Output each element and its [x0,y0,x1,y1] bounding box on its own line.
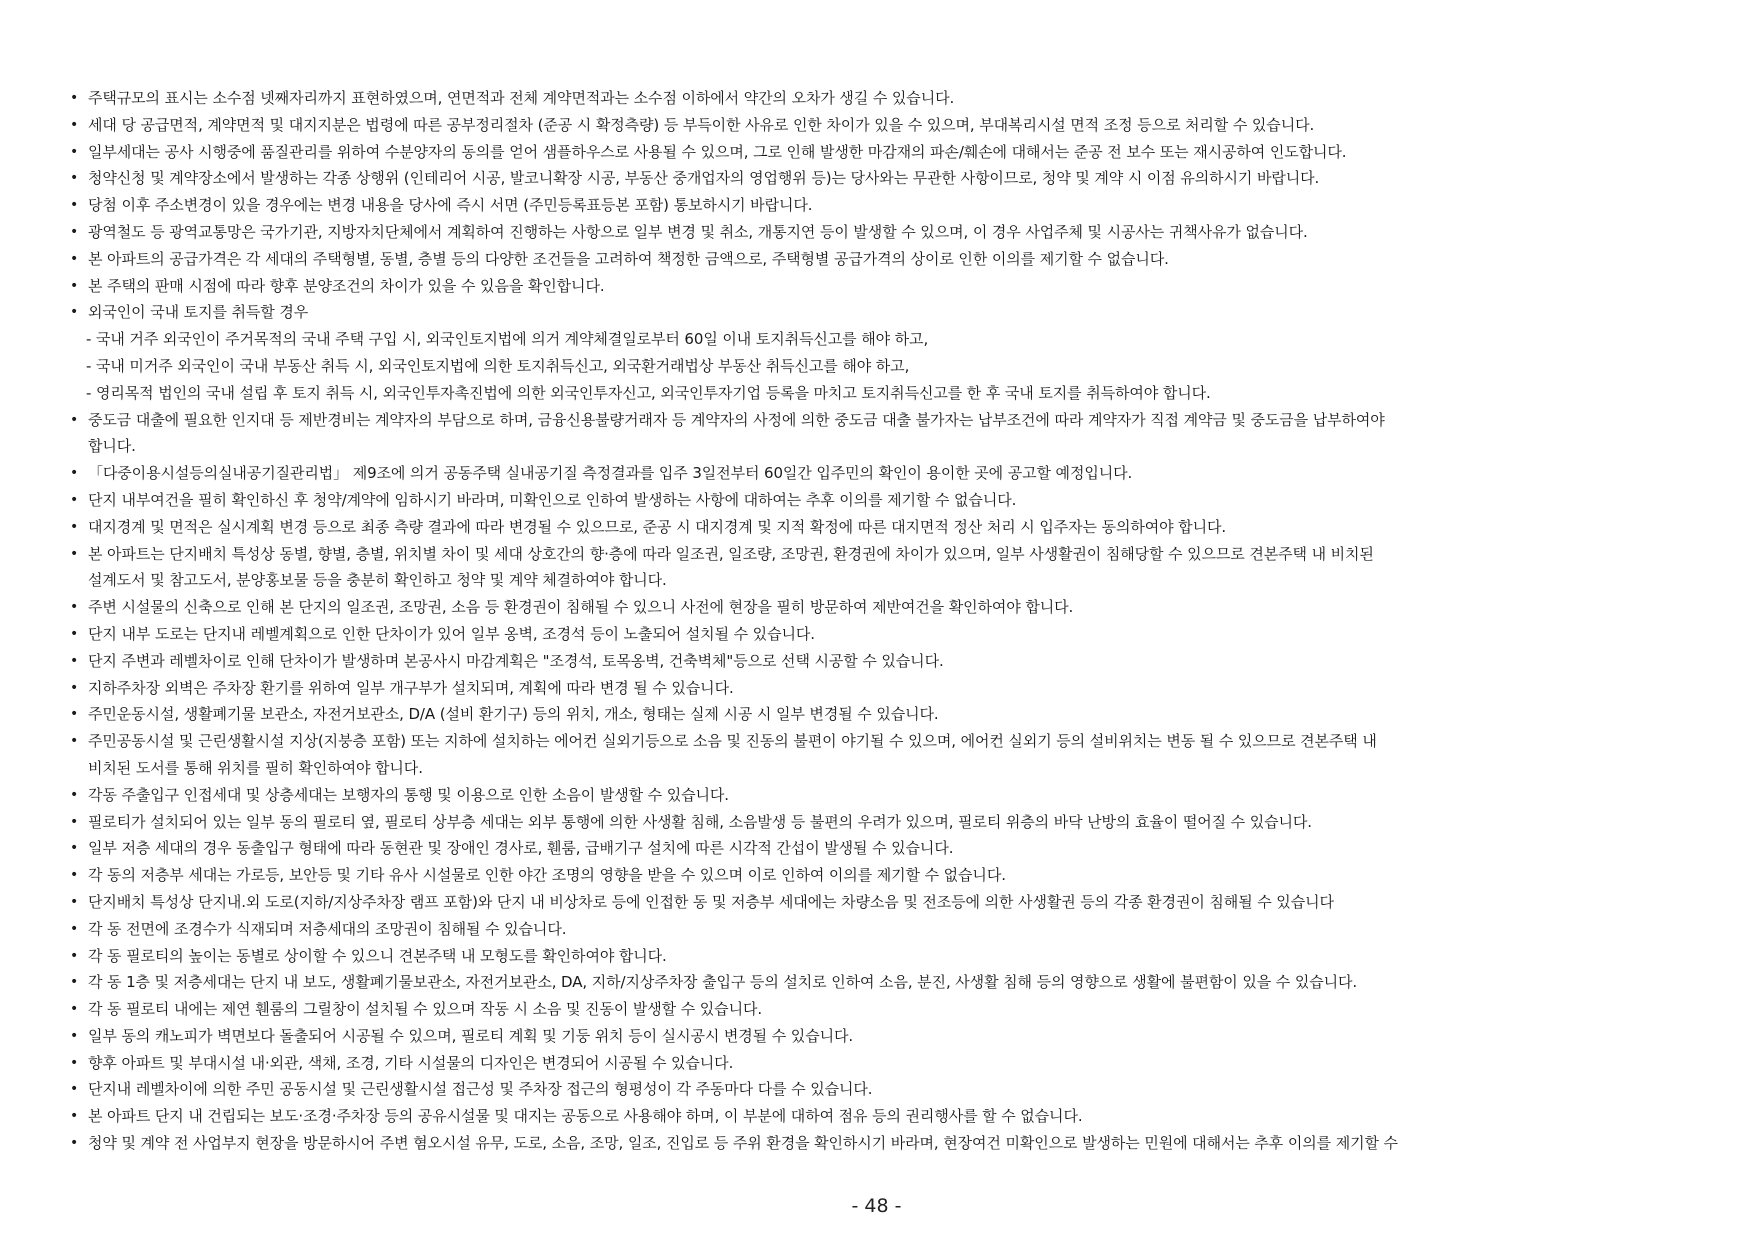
notice-sub-item [70,326,1710,353]
notice-item [70,728,1710,755]
bullet-icon: • [70,893,79,910]
bullet-icon: • [70,652,79,669]
bullet-icon: • [70,518,79,535]
notice-item [70,621,1710,648]
bullet-icon: • [70,1081,79,1098]
notice-text: 각동 주출입구 인접세대 및 상층세대는 보행자의 통행 및 이용으로 인한 소음이 발생할 수 있습니다. [88,785,729,804]
notice-text: 본 아파트 단지 내 건립되는 보도·조경·주차장 등의 공유시설물 및 대지는 공동으로 사용해야 하며, 이 부분에 대하여 점유 등의 권리행사를 할 수 없습니다. [88,1107,1083,1126]
bullet-icon: • [70,920,79,937]
notice-text: 일부 저층 세대의 경우 동출입구 형태에 따라 동현관 및 장애인 경사로, 휀룸, 급배기구 설치에 따른 시각적 간섭이 발생될 수 있습니다. [88,839,954,858]
notice-text: 「다중이용시설등의실내공기질관리법」 제9조에 의거 공동주택 실내공기질 측정결과를 입주 3일전부터 60일간 입주민의 확인이 용이한 곳에 공고할 예정입니다. [88,464,1133,483]
notice-item [70,594,1710,621]
notice-text: 설계도서 및 참고도서, 분양홍보물 등을 충분히 확인하고 청약 및 계약 체결하여야 합니다. [88,571,667,590]
notice-item [70,1050,1710,1077]
notice-sub-item [70,380,1710,407]
bullet-icon: • [70,90,79,106]
notice-item [70,1023,1710,1050]
notice-text: 당첨 이후 주소변경이 있을 경우에는 변경 내용을 당사에 즉시 서면 (주민등록표등본 포함) 통보하시기 바랍니다. [88,196,813,215]
bullet-icon: • [70,491,79,508]
bullet-icon: • [70,1054,79,1071]
notice-text: 주변 시설물의 신축으로 인해 본 단지의 일조권, 조망권, 소음 등 환경권이 침해될 수 있으니 사전에 현장을 필히 방문하여 제반여건을 확인하여야 합니다. [88,598,1074,617]
notice-text: 각 동 1층 및 저층세대는 단지 내 보도, 생활폐기물보관소, 자전거보관소, DA, 지하/지상주차장 출입구 등의 설치로 인하여 소음, 분진, 사생활 침해 등의 영향으로 생활에 불편함이 있을 수 있습니다. [88,973,1358,992]
bullet-icon: • [70,599,79,616]
bullet-icon: • [70,679,79,696]
notice-text: - 국내 미거주 외국인이 국내 부동산 취득 시, 외국인토지법에 의한 토지취득신고, 외국환거래법상 부동산 취득신고를 해야 하고, [86,356,910,375]
notice-text: 지하주차장 외벽은 주차장 환기를 위하여 일부 개구부가 설치되며, 계획에 따라 변경 될 수 있습니다. [88,678,734,697]
notice-item [70,1103,1710,1130]
bullet-icon: • [70,1135,79,1152]
notice-item [70,273,1710,300]
notice-item [70,943,1710,970]
page-number: - 48 - [851,1195,902,1217]
notice-text: 청약 및 계약 전 사업부지 현장을 방문하시어 주변 혐오시설 유무, 도로, 소음, 조망, 일조, 진입로 등 주위 환경을 확인하시기 바라며, 현장여건 미확인으로 발생하는 민원에 대해서는 추후 이의를 제기할 수 [88,1134,1398,1153]
notice-text: - 국내 거주 외국인이 주거목적의 국내 주택 구입 시, 외국인토지법에 의거 계약체결일로부터 60일 이내 토지취득신고를 해야 하고, [86,330,929,349]
bullet-icon: • [70,143,79,160]
bullet-icon: • [70,867,79,884]
notice-text: 단지 주변과 레벨차이로 인해 단차이가 발생하며 본공사시 마감계획은 "조경석, 토목옹벽, 건축벽체"등으로 선택 시공할 수 있습니다. [88,651,944,670]
bullet-icon: • [70,1001,79,1018]
notice-text: 대지경계 및 면적은 실시계획 변경 등으로 최종 측량 결과에 따라 변경될 수 있으므로, 준공 시 대지경계 및 지적 확정에 따른 대지면적 정산 처리 시 입주자는 동의하여야 합니다. [88,517,1227,536]
notice-list [70,85,1710,1157]
bullet-icon: • [70,170,79,187]
bullet-icon: • [70,304,79,321]
notice-item [70,782,1710,809]
notice-item [70,996,1710,1023]
notice-item [70,889,1710,916]
notice-item [70,1130,1710,1157]
notice-text: 주민운동시설, 생활폐기물 보관소, 자전거보관소, D/A (설비 환기구) 등의 위치, 개소, 형태는 실제 시공 시 일부 변경될 수 있습니다. [88,705,939,724]
bullet-icon: • [70,947,79,964]
notice-item [70,969,1710,996]
notice-item [70,1076,1710,1103]
notice-text: 단지 내부여건을 필히 확인하신 후 청약/계약에 임하시기 바라며, 미확인으로 인하여 발생하는 사항에 대하여는 추후 이의를 제기할 수 없습니다. [88,490,1017,509]
bullet-icon: • [70,465,79,482]
notice-text: 각 동 필로티 내에는 제연 휀룸의 그릴창이 설치될 수 있으며 작동 시 소음 및 진동이 발생할 수 있습니다. [88,1000,763,1019]
notice-text: 세대 당 공급면적, 계약면적 및 대지지분은 법령에 따른 공부정리절차 (준공 시 확정측량) 등 부득이한 사유로 인한 차이가 있을 수 있으며, 부대복리시설 면적 조정 등으로 처리할 수 있습니다. [88,115,1315,134]
notice-text: 필로티가 설치되어 있는 일부 동의 필로티 옆, 필로티 상부층 세대는 외부 통행에 의한 사생활 침해, 소음발생 등 불편의 우려가 있으며, 필로티 위층의 바닥 난방의 효율이 떨어질 수 있습니다. [88,812,1312,831]
bullet-icon: • [70,840,79,857]
notice-item [70,112,1710,139]
notice-item [70,648,1710,675]
bullet-icon: • [70,706,79,723]
notice-text: 단지배치 특성상 단지내.외 도로(지하/지상주차장 램프 포함)와 단지 내 비상차로 등에 인접한 동 및 저층부 세대에는 차량소음 및 전조등에 의한 사생활권 등의 각종 환경권이 침해될 수 있습니다 [88,892,1334,911]
bullet-icon: • [70,625,79,642]
bullet-icon: • [70,197,79,214]
notice-item [70,835,1710,862]
notice-item [70,299,1710,326]
notice-text: 본 주택의 판매 시점에 따라 향후 분양조건의 차이가 있을 수 있음을 확인합니다. [88,276,605,295]
notice-text: 향후 아파트 및 부대시설 내·외관, 색채, 조경, 기타 시설물의 디자인은 변경되어 시공될 수 있습니다. [88,1053,734,1072]
notice-item [70,139,1710,166]
notice-continuation [70,755,1710,782]
notice-text: 일부세대는 공사 시행중에 품질관리를 위하여 수분양자의 동의를 얻어 샘플하우스로 사용될 수 있으며, 그로 인해 발생한 마감재의 파손/훼손에 대해서는 준공 전 보수 또는 재시공하여 인도합니다. [88,142,1347,161]
notice-text: 본 아파트의 공급가격은 각 세대의 주택형별, 동별, 층별 등의 다양한 조건들을 고려하여 책정한 금액으로, 주택형별 공급가격의 상이로 인한 이의를 제기할 수 없습니다. [88,249,1169,268]
bullet-icon: • [70,116,79,133]
notice-item [70,407,1710,434]
notice-text: 청약신청 및 계약장소에서 발생하는 각종 상행위 (인테리어 시공, 발코니확장 시공, 부동산 중개업자의 영업행위 등)는 당사와는 무관한 사항이므로, 청약 및 계약 시 이점 유의하시기 바랍니다. [88,169,1320,188]
notice-text: 주택규모의 표시는 소수점 넷째자리까지 표현하였으며, 연면적과 전체 계약면적과는 소수점 이하에서 약간의 오차가 생길 수 있습니다. [88,89,955,107]
notice-continuation [70,567,1710,594]
notice-item [70,219,1710,246]
notice-text: 광역철도 등 광역교통망은 국가기관, 지방자치단체에서 계획하여 진행하는 사항으로 일부 변경 및 취소, 개통지연 등이 발생할 수 있으며, 이 경우 사업주체 및 시공사는 귀책사유가 없습니다. [88,222,1308,241]
bullet-icon: • [70,813,79,830]
notice-text: 일부 동의 캐노피가 벽면보다 돌출되어 시공될 수 있으며, 필로티 계획 및 기둥 위치 등이 실시공시 변경될 수 있습니다. [88,1026,854,1045]
notice-item [70,192,1710,219]
bullet-icon: • [70,223,79,240]
bullet-icon: • [70,1108,79,1125]
bullet-icon: • [70,411,79,428]
notice-item [70,165,1710,192]
bullet-icon: • [70,1027,79,1044]
bullet-icon: • [70,277,79,294]
bullet-icon: • [70,733,79,750]
notice-text: 각 동 전면에 조경수가 식재되며 저층세대의 조망권이 침해될 수 있습니다. [88,919,567,938]
notice-item [70,514,1710,541]
notice-item [70,85,1710,112]
notice-text: 단지내 레벨차이에 의한 주민 공동시설 및 근린생활시설 접근성 및 주차장 접근의 형평성이 각 주동마다 다를 수 있습니다. [88,1080,873,1099]
notice-item [70,460,1710,487]
notice-text: 각 동의 저층부 세대는 가로등, 보안등 및 기타 유사 시설물로 인한 야간 조명의 영향을 받을 수 있으며 이로 인하여 이의를 제기할 수 없습니다. [88,866,1006,885]
bullet-icon: • [70,250,79,267]
notice-text: 외국인이 국내 토지를 취득할 경우 [88,303,309,322]
notice-item [70,675,1710,702]
bullet-icon: • [70,545,79,562]
notice-sub-item [70,353,1710,380]
notice-item [70,487,1710,514]
notice-continuation [70,433,1710,460]
notice-text: 주민공동시설 및 근린생활시설 지상(지붕층 포함) 또는 지하에 설치하는 에어컨 실외기등으로 소음 및 진동의 불편이 야기될 수 있으며, 에어컨 실외기 등의 설비위치는 변동 될 수 있으므로 견본주택 내 [88,732,1377,751]
notice-text: 합니다. [88,437,136,456]
notice-item [70,246,1710,273]
notice-item [70,701,1710,728]
bullet-icon: • [70,786,79,803]
notice-text: 본 아파트는 단지배치 특성상 동별, 향별, 층별, 위치별 차이 및 세대 상호간의 향·층에 따라 일조권, 일조량, 조망권, 환경권에 차이가 있으며, 일부 사생활권이 침해당할 수 있으므로 견본주택 내 비치된 [88,544,1374,563]
notice-text: 단지 내부 도로는 단지내 레벨계획으로 인한 단차이가 있어 일부 옹벽, 조경석 등이 노출되어 설치될 수 있습니다. [88,624,815,643]
notice-text: 중도금 대출에 필요한 인지대 등 제반경비는 계약자의 부담으로 하며, 금융신용불량거래자 등 계약자의 사정에 의한 중도금 대출 불가자는 납부조건에 따라 계약자가 직접 계약금 및 중도금을 납부하여야 [88,410,1385,429]
notice-item [70,862,1710,889]
notice-item [70,809,1710,836]
notice-text: 각 동 필로티의 높이는 동별로 상이할 수 있으니 견본주택 내 모형도를 확인하여야 합니다. [88,946,667,965]
notice-text: 비치된 도서를 통해 위치를 필히 확인하여야 합니다. [88,758,423,777]
bullet-icon: • [70,974,79,991]
notice-item [70,541,1710,568]
notice-text: - 영리목적 법인의 국내 설립 후 토지 취득 시, 외국인투자촉진법에 의한 외국인투자신고, 외국인투자기업 등록을 마치고 토지취득신고를 한 후 국내 토지를 취득하여야 합니다. [86,383,1211,402]
notice-item [70,916,1710,943]
